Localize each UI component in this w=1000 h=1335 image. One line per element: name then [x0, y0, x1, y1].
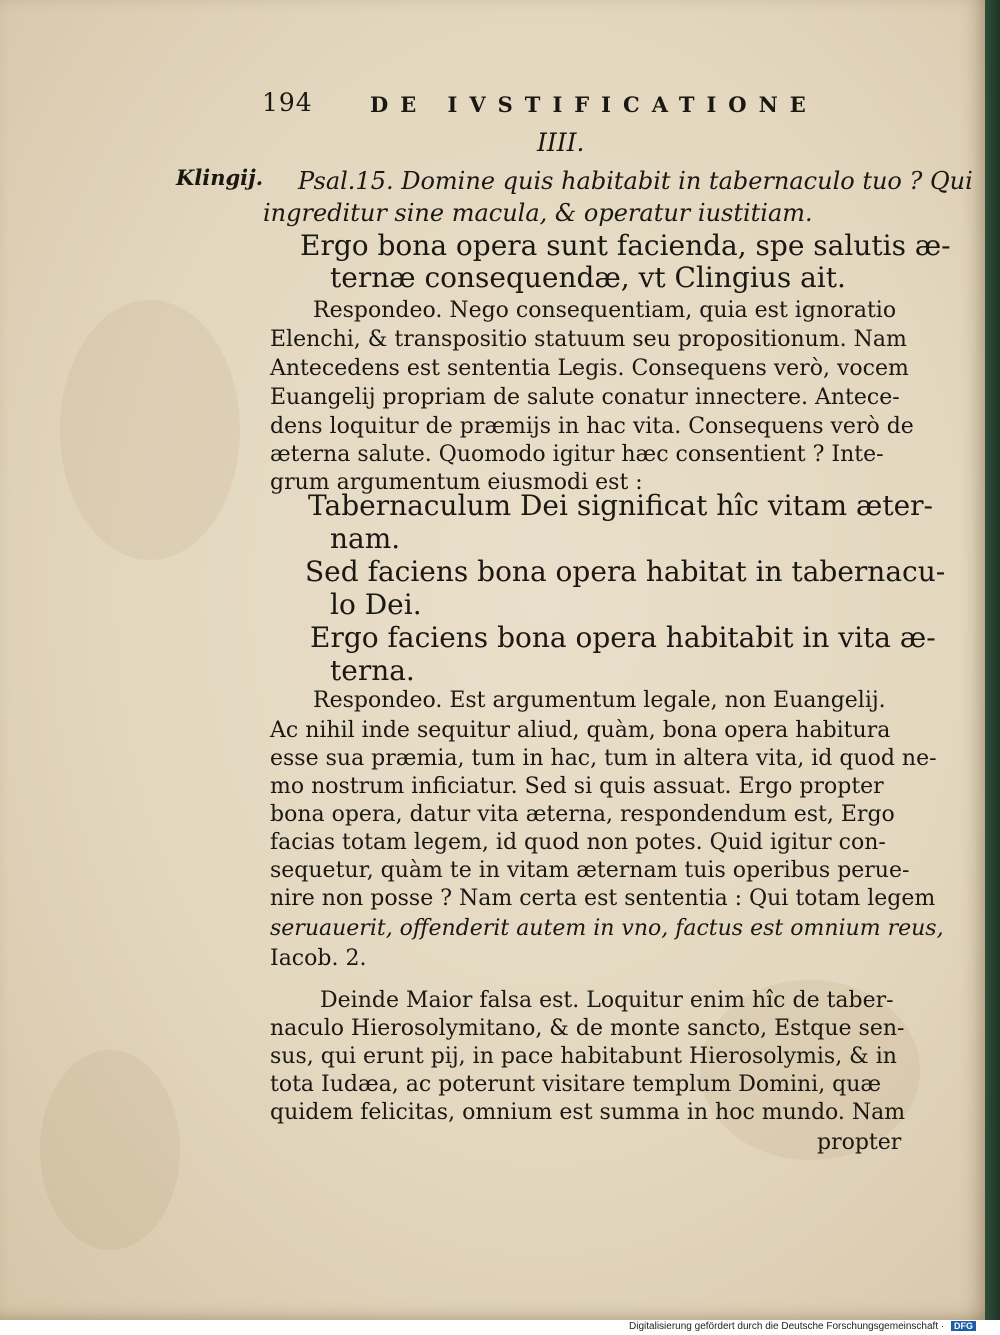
- section-number: IIII.: [537, 128, 585, 157]
- margin-note: Klingij.: [176, 165, 264, 190]
- paper-stain: [60, 300, 240, 560]
- text-line: Tabernaculum Dei significat hîc vitam æter-: [308, 489, 933, 522]
- text-line: quidem felicitas, omnium est summa in hoc mundo. Nam: [270, 1100, 906, 1125]
- text-line: naculo Hierosolymitano, & de monte sancto, Estque sen-: [270, 1016, 905, 1041]
- text-line: Psal.15. Domine quis habitabit in tabernaculo tuo ? Qui: [298, 167, 973, 195]
- text-line: seruauerit, offenderit autem in vno, factus est omnium reus,: [270, 916, 944, 941]
- text-line: Sed faciens bona opera habitat in tabernacu-: [305, 555, 946, 588]
- text-line: Respondeo. Nego consequentiam, quia est ignoratio: [313, 298, 897, 323]
- text-line: Respondeo. Est argumentum legale, non Euangelij.: [313, 688, 886, 713]
- text-line: Ac nihil inde sequitur aliud, quàm, bona opera habitura: [270, 718, 891, 743]
- footer-credit: Digitalisierung gefördert durch die Deutsche Forschungsgemeinschaft ·: [629, 1321, 945, 1332]
- text-line: Ergo bona opera sunt facienda, spe salutis æ-: [300, 229, 951, 262]
- dfg-logo: DFG: [951, 1321, 976, 1331]
- text-line: sequetur, quàm te in vitam æternam tuis operibus perue-: [270, 858, 910, 883]
- text-line: mo nostrum inficiatur. Sed si quis assuat. Ergo propter: [270, 774, 884, 799]
- text-line: nire non posse ? Nam certa est sententia : Qui totam legem: [270, 886, 936, 911]
- text-line: dens loquitur de præmijs in hac vita. Consequens verò de: [270, 414, 914, 439]
- text-line: bona opera, datur vita æterna, respondendum est, Ergo: [270, 802, 895, 827]
- text-line: Euangelij propriam de salute conatur innectere. Antece-: [270, 385, 900, 410]
- text-line: grum argumentum eiusmodi est :: [270, 470, 643, 495]
- text-line: Ergo faciens bona opera habitabit in vita æ-: [310, 621, 936, 654]
- page-number: 194: [262, 88, 313, 117]
- text-line: sus, qui erunt pij, in pace habitabunt Hierosolymis, & in: [270, 1044, 897, 1069]
- text-line: esse sua præmia, tum in hac, tum in altera vita, id quod ne-: [270, 746, 937, 771]
- text-line: Elenchi, & transpositio statuum seu propositionum. Nam: [270, 327, 907, 352]
- scan-edge: [985, 0, 1000, 1320]
- text-line: Deinde Maior falsa est. Loquitur enim hîc de taber-: [320, 988, 894, 1013]
- text-line: lo Dei.: [330, 588, 422, 621]
- text-line: ternæ consequendæ, vt Clingius ait.: [330, 261, 846, 294]
- paper-stain: [40, 1050, 180, 1250]
- text-line: nam.: [330, 522, 401, 555]
- text-line: facias totam legem, id quod non potes. Quid igitur con-: [270, 830, 886, 855]
- running-title: DE IVSTIFICATIONE: [370, 92, 818, 117]
- text-line: terna.: [330, 654, 415, 687]
- text-line: tota Iudæa, ac poterunt visitare templum Domini, quæ: [270, 1072, 882, 1097]
- text-line: ingreditur sine macula, & operatur iustitiam.: [263, 199, 813, 227]
- text-line: Antecedens est sententia Legis. Consequens verò, vocem: [270, 356, 909, 381]
- catchword: propter: [817, 1130, 902, 1155]
- text-line: æterna salute. Quomodo igitur hæc consentient ? Inte-: [270, 442, 884, 467]
- digitization-footer: [629, 1321, 976, 1332]
- text-line: Iacob. 2.: [270, 946, 367, 971]
